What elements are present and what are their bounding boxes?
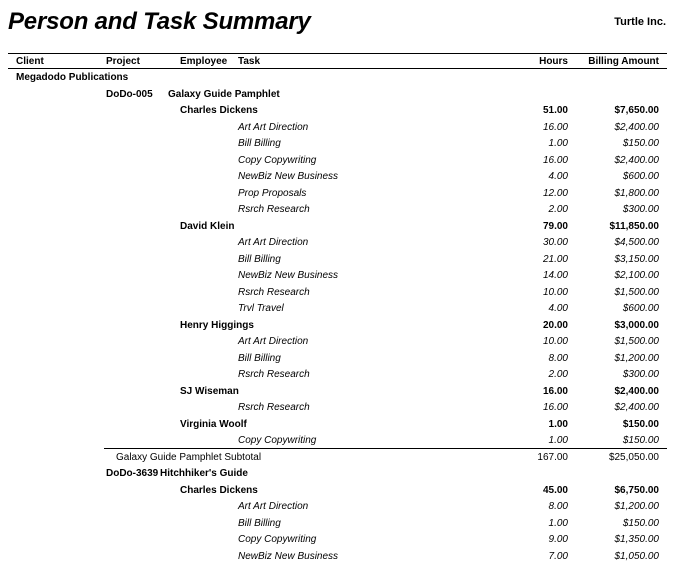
task-billing-amount: $1,050.00 — [614, 550, 659, 562]
company-name: Turtle Inc. — [614, 16, 666, 28]
task-name: Art Art Direction — [238, 237, 309, 248]
task-name: Bill Billing — [238, 138, 281, 149]
project-code: DoDo-3639 — [106, 468, 159, 479]
employee-name: Virginia Woolf — [180, 418, 247, 430]
task-billing-amount: $1,200.00 — [614, 352, 659, 364]
task-name: Bill Billing — [238, 517, 281, 529]
subtotal-rule — [104, 448, 667, 449]
task-name: Bill Billing — [238, 352, 281, 364]
task-billing-amount: $2,100.00 — [614, 270, 659, 281]
employee-billing-amount: $6,750.00 — [614, 484, 659, 496]
task-hours: 16.00 — [542, 154, 568, 166]
subtotal-hours: 167.00 — [537, 451, 568, 463]
task-billing-amount: $2,400.00 — [614, 402, 659, 413]
task-billing-amount: $1,800.00 — [614, 187, 659, 199]
task-billing-amount: $4,500.00 — [614, 237, 659, 248]
task-hours: 30.00 — [542, 237, 568, 248]
task-billing-amount: $1,200.00 — [614, 501, 659, 512]
task-billing-amount: $150.00 — [622, 138, 659, 149]
task-hours: 2.00 — [548, 369, 568, 380]
task-name: Rsrch Research — [238, 369, 310, 380]
employee-name: David Klein — [180, 220, 235, 232]
column-header-hours: Hours — [539, 56, 568, 67]
task-name: Art Art Direction — [238, 121, 309, 133]
task-name: Rsrch Research — [238, 204, 310, 215]
column-header-billing-amount: Billing Amount — [588, 56, 659, 67]
task-name: Rsrch Research — [238, 286, 310, 298]
column-header-employee: Employee — [180, 56, 228, 67]
client-name: Megadodo Publications — [16, 72, 129, 83]
employee-hours: 1.00 — [548, 418, 568, 430]
task-hours: 16.00 — [542, 121, 568, 133]
employee-hours: 20.00 — [542, 319, 568, 331]
task-hours: 8.00 — [548, 501, 568, 512]
task-hours: 1.00 — [548, 517, 568, 529]
task-name: NewBiz New Business — [238, 270, 339, 281]
task-hours: 14.00 — [542, 270, 568, 281]
employee-name: SJ Wiseman — [180, 385, 239, 397]
project-name: Hitchhiker's Guide — [160, 468, 248, 479]
employee-hours: 16.00 — [542, 385, 568, 397]
task-hours: 21.00 — [542, 253, 568, 265]
employee-billing-amount: $7,650.00 — [614, 105, 659, 116]
task-name: Art Art Direction — [238, 501, 309, 512]
task-hours: 16.00 — [542, 402, 568, 413]
task-name: NewBiz New Business — [238, 550, 339, 562]
task-name: Trvl Travel — [238, 303, 284, 314]
task-name: Bill Billing — [238, 253, 281, 265]
task-billing-amount: $2,400.00 — [614, 154, 659, 166]
task-name: Prop Proposals — [238, 187, 307, 199]
employee-name: Charles Dickens — [180, 484, 258, 496]
employee-billing-amount: $2,400.00 — [614, 385, 659, 397]
subtotal-billing-amount: $25,050.00 — [608, 451, 659, 463]
task-billing-amount: $300.00 — [622, 204, 659, 215]
task-name: Copy Copywriting — [238, 534, 317, 545]
task-billing-amount: $1,350.00 — [614, 534, 659, 545]
employee-hours: 79.00 — [542, 220, 568, 232]
task-hours: 1.00 — [548, 138, 568, 149]
task-name: Copy Copywriting — [238, 154, 317, 166]
employee-billing-amount: $11,850.00 — [609, 220, 659, 232]
task-hours: 9.00 — [548, 534, 568, 545]
column-header-task: Task — [238, 56, 261, 67]
task-name: Rsrch Research — [238, 402, 310, 413]
column-header-client: Client — [16, 56, 44, 67]
report-title: Person and Task Summary — [8, 8, 311, 35]
header-top-rule — [8, 53, 667, 54]
task-hours: 10.00 — [542, 286, 568, 298]
task-billing-amount: $1,500.00 — [614, 286, 659, 298]
header-bottom-rule — [8, 68, 667, 69]
task-hours: 1.00 — [548, 435, 568, 446]
task-hours: 4.00 — [548, 171, 568, 182]
employee-name: Charles Dickens — [180, 105, 258, 116]
employee-name: Henry Higgings — [180, 319, 254, 331]
task-hours: 7.00 — [548, 550, 568, 562]
task-billing-amount: $150.00 — [622, 435, 659, 446]
task-billing-amount: $2,400.00 — [614, 121, 659, 133]
task-billing-amount: $300.00 — [622, 369, 659, 380]
project-name: Galaxy Guide Pamphlet — [168, 88, 280, 100]
task-hours: 10.00 — [542, 336, 568, 347]
project-code: DoDo-005 — [106, 88, 153, 100]
task-hours: 2.00 — [548, 204, 568, 215]
task-billing-amount: $1,500.00 — [614, 336, 659, 347]
task-billing-amount: $3,150.00 — [614, 253, 659, 265]
task-hours: 8.00 — [548, 352, 568, 364]
task-name: Art Art Direction — [238, 336, 309, 347]
employee-hours: 45.00 — [542, 484, 568, 496]
task-hours: 4.00 — [548, 303, 568, 314]
column-header-project: Project — [106, 56, 140, 67]
task-billing-amount: $150.00 — [622, 517, 659, 529]
employee-billing-amount: $3,000.00 — [614, 319, 659, 331]
task-hours: 12.00 — [542, 187, 568, 199]
employee-hours: 51.00 — [542, 105, 568, 116]
task-billing-amount: $600.00 — [622, 171, 659, 182]
task-name: Copy Copywriting — [238, 435, 317, 446]
employee-billing-amount: $150.00 — [622, 418, 659, 430]
task-name: NewBiz New Business — [238, 171, 339, 182]
task-billing-amount: $600.00 — [622, 303, 659, 314]
subtotal-label: Galaxy Guide Pamphlet Subtotal — [116, 451, 262, 463]
